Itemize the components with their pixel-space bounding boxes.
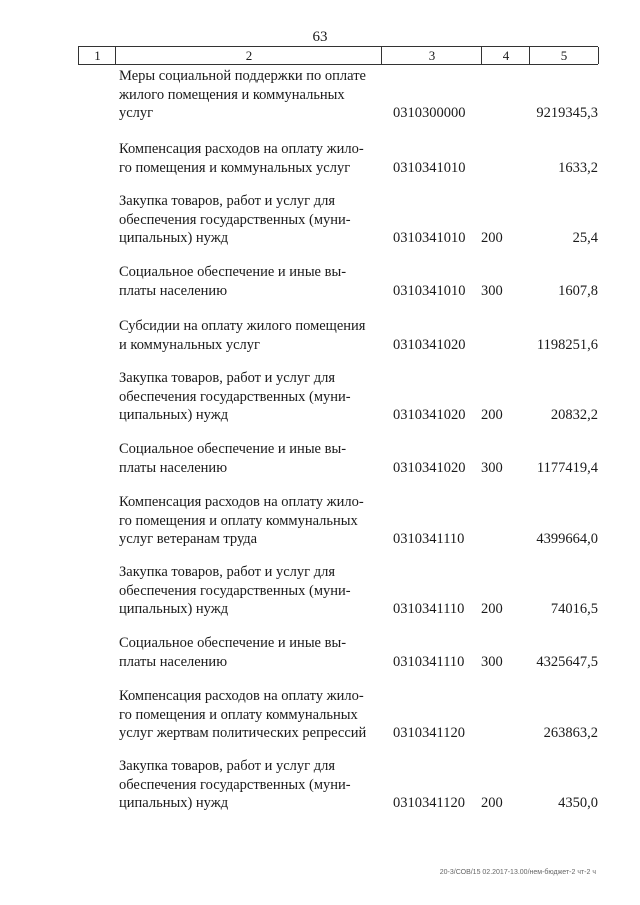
row-code: 0310341020 <box>393 407 466 423</box>
row-description <box>119 687 378 743</box>
description-line: услуг жертвам политических репрессий <box>119 725 367 741</box>
row-expense-type: 300 <box>481 459 503 476</box>
row-expense-type: 200 <box>481 795 503 811</box>
row-amount: 1607,8 <box>558 282 598 299</box>
row-amount: 25,4 <box>572 230 598 246</box>
description-line: ципальных) нужд <box>119 407 229 423</box>
row-description <box>119 67 378 123</box>
description-line: Субсидии на оплату жилого помещения <box>119 318 366 334</box>
description-line: Компенсация расходов на оплату жило- <box>119 688 364 704</box>
description-line: Закупка товаров, работ и услуг для <box>119 564 336 580</box>
description-line: Закупка товаров, работ и услуг для <box>119 370 336 386</box>
page-footer: 20-3/СОВ/15 02.2017-13.00/нем-бюджет-2 чт-2 ч <box>439 869 596 876</box>
header-col-1: 1 <box>78 47 116 64</box>
header-col-5: 5 <box>529 47 599 64</box>
row-amount: 74016,5 <box>550 601 598 617</box>
description-line: жилого помещения и коммунальных <box>119 86 345 103</box>
row-description <box>119 140 378 177</box>
header-col-2: 2 <box>115 47 382 64</box>
description-line: услуг <box>119 105 154 121</box>
row-expense-type: 200 <box>481 601 503 617</box>
description-line: услуг ветеранам труда <box>119 531 258 547</box>
row-expense-type: 200 <box>481 230 503 246</box>
description-line: го помещения и оплату коммунальных <box>119 706 358 723</box>
description-line: и коммунальных услуг <box>119 336 260 353</box>
page-number: 63 <box>312 29 328 45</box>
row-expense-type: 300 <box>481 653 503 670</box>
row-amount: 9219345,3 <box>536 105 598 121</box>
description-line: Компенсация расходов на оплату жило- <box>119 141 364 157</box>
description-line: обеспечения государственных (муни- <box>119 776 351 793</box>
description-line: Закупка товаров, работ и услуг для <box>119 193 336 209</box>
row-description <box>119 757 378 813</box>
description-line: ципальных) нужд <box>119 795 229 811</box>
row-description <box>119 317 378 354</box>
row-amount: 1198251,6 <box>536 336 598 353</box>
description-line: Меры социальной поддержки по оплате <box>119 68 366 84</box>
table-header <box>78 46 598 65</box>
row-amount: 1633,2 <box>558 159 598 176</box>
description-line: платы населению <box>119 282 228 299</box>
row-amount: 4350,0 <box>558 795 598 811</box>
description-line: Социальное обеспечение и иные вы- <box>119 635 347 651</box>
row-code: 0310341110 <box>393 531 465 547</box>
description-line: го помещения и оплату коммунальных <box>119 512 358 529</box>
row-code: 0310341010 <box>393 159 466 176</box>
row-description <box>119 369 378 425</box>
description-line: Закупка товаров, работ и услуг для <box>119 758 336 774</box>
row-amount: 4325647,5 <box>536 653 598 670</box>
description-line: обеспечения государственных (муни- <box>119 582 351 599</box>
description-line: платы населению <box>119 459 228 476</box>
row-amount: 4399664,0 <box>536 531 598 547</box>
description-line: платы населению <box>119 653 228 670</box>
row-amount: 20832,2 <box>550 407 598 423</box>
row-description <box>119 192 378 248</box>
description-line: ципальных) нужд <box>119 230 229 246</box>
description-line: Компенсация расходов на оплату жило- <box>119 494 364 510</box>
row-amount: 263863,2 <box>543 725 598 741</box>
row-code: 0310300000 <box>393 105 466 121</box>
row-code: 0310341120 <box>393 725 465 741</box>
row-expense-type: 300 <box>481 282 503 299</box>
row-code: 0310341120 <box>393 795 465 811</box>
row-code: 0310341110 <box>393 601 465 617</box>
row-expense-type: 200 <box>481 407 503 423</box>
row-code: 0310341020 <box>393 459 466 476</box>
row-description <box>119 263 378 300</box>
row-amount: 1177419,4 <box>536 459 598 476</box>
row-description <box>119 634 378 671</box>
description-line: обеспечения государственных (муни- <box>119 388 351 405</box>
description-line: Социальное обеспечение и иные вы- <box>119 264 347 280</box>
description-line: го помещения и коммунальных услуг <box>119 159 351 176</box>
row-description <box>119 440 378 477</box>
row-code: 0310341110 <box>393 653 465 670</box>
row-code: 0310341020 <box>393 336 466 353</box>
header-col-3: 3 <box>381 47 482 64</box>
header-col-4: 4 <box>481 47 530 64</box>
description-line: ципальных) нужд <box>119 601 229 617</box>
description-line: обеспечения государственных (муни- <box>119 211 351 228</box>
row-code: 0310341010 <box>393 282 466 299</box>
row-description <box>119 563 378 619</box>
description-line: Социальное обеспечение и иные вы- <box>119 441 347 457</box>
row-description <box>119 493 378 549</box>
row-code: 0310341010 <box>393 230 466 246</box>
